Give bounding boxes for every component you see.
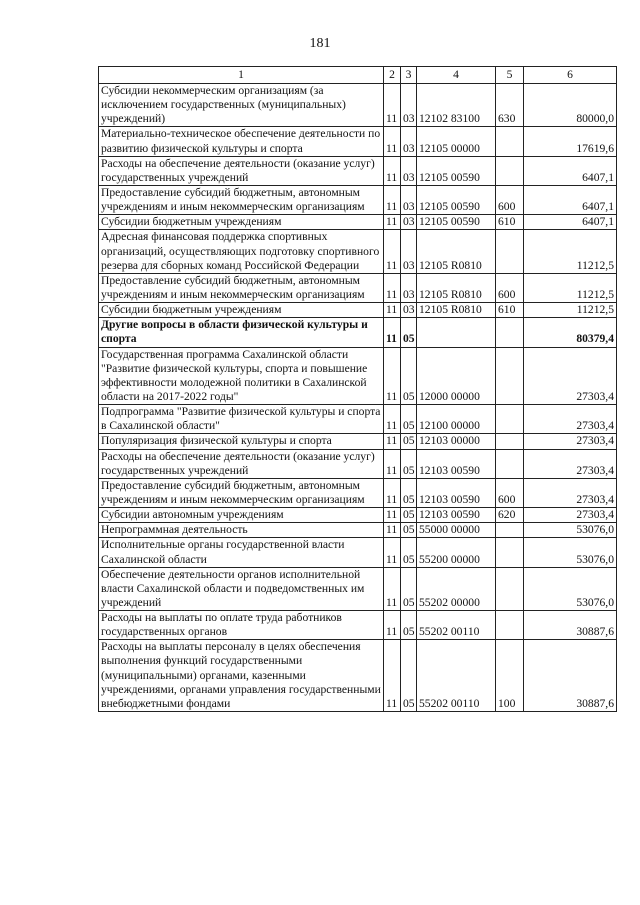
table-row: [99, 434, 617, 449]
row-name-cell: Расходы на выплаты персоналу в целях обеспечения выполнения функций государственными (муниципальными) органами, казенными учреждениями, органами управления государственными внебюджетными фондами: [99, 640, 384, 712]
table-row: [99, 611, 617, 640]
row-article-cell: 12105 00590: [417, 215, 496, 230]
row-amount-cell: 27303,4: [524, 434, 617, 449]
row-expense-type-cell: [496, 230, 524, 273]
table-row: [99, 478, 617, 507]
table-row: [99, 84, 617, 127]
row-name-cell: Расходы на обеспечение деятельности (оказание услуг) государственных учреждений: [99, 156, 384, 185]
row-expense-type-cell: [496, 156, 524, 185]
row-name-cell: Популяризация физической культуры и спорта: [99, 434, 384, 449]
row-amount-cell: 53076,0: [524, 523, 617, 538]
row-subsection-cell: 05: [401, 508, 417, 523]
row-section-cell: 11: [384, 434, 401, 449]
row-amount-cell: 17619,6: [524, 127, 617, 156]
row-article-cell: 12000 00000: [417, 347, 496, 405]
table-row: [99, 347, 617, 405]
table-row: [99, 567, 617, 610]
row-section-cell: 11: [384, 611, 401, 640]
row-section-cell: 11: [384, 156, 401, 185]
table-row: [99, 127, 617, 156]
row-article-cell: 55000 00000: [417, 523, 496, 538]
row-expense-type-cell: [496, 434, 524, 449]
row-expense-type-cell: 610: [496, 303, 524, 318]
row-expense-type-cell: 600: [496, 273, 524, 302]
row-amount-cell: 30887,6: [524, 611, 617, 640]
row-expense-type-cell: [496, 449, 524, 478]
row-name-cell: Расходы на выплаты по оплате труда работников государственных органов: [99, 611, 384, 640]
row-section-cell: 11: [384, 405, 401, 434]
row-name-cell: Адресная финансовая поддержка спортивных организаций, осуществляющих подготовку спортивного резерва для сборных команд Российской Федерации: [99, 230, 384, 273]
row-article-cell: 12105 R0810: [417, 230, 496, 273]
row-subsection-cell: 03: [401, 230, 417, 273]
table-row: [99, 449, 617, 478]
row-expense-type-cell: [496, 611, 524, 640]
row-section-cell: 11: [384, 567, 401, 610]
row-section-cell: 11: [384, 478, 401, 507]
row-subsection-cell: 05: [401, 523, 417, 538]
row-article-cell: 12103 00590: [417, 478, 496, 507]
row-expense-type-cell: 600: [496, 478, 524, 507]
row-subsection-cell: 05: [401, 449, 417, 478]
row-section-cell: 11: [384, 273, 401, 302]
row-name-cell: Обеспечение деятельности органов исполнительной власти Сахалинской области и подведомственных им учреждений: [99, 567, 384, 610]
table-row: [99, 640, 617, 712]
table-row: [99, 230, 617, 273]
header-col-6: 6: [524, 67, 617, 84]
row-subsection-cell: 05: [401, 567, 417, 610]
row-amount-cell: 6407,1: [524, 185, 617, 214]
row-name-cell: Другие вопросы в области физической культуры и спорта: [99, 318, 384, 347]
row-subsection-cell: 05: [401, 405, 417, 434]
table-row: [99, 185, 617, 214]
row-subsection-cell: 05: [401, 318, 417, 347]
row-article-cell: [417, 318, 496, 347]
table-row: [99, 318, 617, 347]
table-header-row: [99, 67, 617, 84]
row-section-cell: 11: [384, 185, 401, 214]
row-article-cell: 12100 00000: [417, 405, 496, 434]
row-amount-cell: 30887,6: [524, 640, 617, 712]
row-article-cell: 12105 00590: [417, 185, 496, 214]
row-article-cell: 12103 00590: [417, 508, 496, 523]
row-expense-type-cell: [496, 347, 524, 405]
row-expense-type-cell: [496, 127, 524, 156]
row-expense-type-cell: 100: [496, 640, 524, 712]
row-subsection-cell: 05: [401, 347, 417, 405]
row-expense-type-cell: 620: [496, 508, 524, 523]
row-subsection-cell: 05: [401, 478, 417, 507]
row-section-cell: 11: [384, 523, 401, 538]
row-article-cell: 55202 00110: [417, 640, 496, 712]
row-section-cell: 11: [384, 347, 401, 405]
row-amount-cell: 53076,0: [524, 538, 617, 567]
header-col-4: 4: [417, 67, 496, 84]
row-name-cell: Предоставление субсидий бюджетным, автономным учреждениям и иным некоммерческим организациям: [99, 478, 384, 507]
row-name-cell: Непрограммная деятельность: [99, 523, 384, 538]
header-col-5: 5: [496, 67, 524, 84]
row-name-cell: Предоставление субсидий бюджетным, автономным учреждениям и иным некоммерческим организациям: [99, 273, 384, 302]
row-amount-cell: 27303,4: [524, 405, 617, 434]
row-section-cell: 11: [384, 127, 401, 156]
row-subsection-cell: 05: [401, 538, 417, 567]
row-amount-cell: 6407,1: [524, 215, 617, 230]
row-section-cell: 11: [384, 318, 401, 347]
row-section-cell: 11: [384, 538, 401, 567]
table-row: [99, 273, 617, 302]
row-expense-type-cell: [496, 538, 524, 567]
row-amount-cell: 80379,4: [524, 318, 617, 347]
row-article-cell: 55202 00110: [417, 611, 496, 640]
row-name-cell: Предоставление субсидий бюджетным, автономным учреждениям и иным некоммерческим организациям: [99, 185, 384, 214]
row-subsection-cell: 05: [401, 611, 417, 640]
table-row: [99, 303, 617, 318]
row-section-cell: 11: [384, 215, 401, 230]
row-name-cell: Субсидии некоммерческим организациям (за исключением государственных (муниципальных) учреждений): [99, 84, 384, 127]
row-subsection-cell: 03: [401, 185, 417, 214]
row-expense-type-cell: [496, 405, 524, 434]
row-name-cell: Государственная программа Сахалинской области "Развитие физической культуры, спорта и повышение эффективности молодежной политики в Сахалинской области на 2017-2022 годы": [99, 347, 384, 405]
row-amount-cell: 11212,5: [524, 303, 617, 318]
row-subsection-cell: 03: [401, 303, 417, 318]
row-expense-type-cell: [496, 567, 524, 610]
row-section-cell: 11: [384, 449, 401, 478]
row-subsection-cell: 03: [401, 84, 417, 127]
row-expense-type-cell: 630: [496, 84, 524, 127]
row-article-cell: 55202 00000: [417, 567, 496, 610]
row-subsection-cell: 03: [401, 215, 417, 230]
row-section-cell: 11: [384, 508, 401, 523]
table-row: [99, 405, 617, 434]
row-article-cell: 12102 83100: [417, 84, 496, 127]
row-article-cell: 12105 00590: [417, 156, 496, 185]
row-expense-type-cell: 610: [496, 215, 524, 230]
table-row: [99, 215, 617, 230]
row-subsection-cell: 03: [401, 273, 417, 302]
row-expense-type-cell: [496, 523, 524, 538]
row-section-cell: 11: [384, 230, 401, 273]
row-amount-cell: 80000,0: [524, 84, 617, 127]
budget-table: [98, 66, 617, 712]
row-name-cell: Расходы на обеспечение деятельности (оказание услуг) государственных учреждений: [99, 449, 384, 478]
row-name-cell: Исполнительные органы государственной власти Сахалинской области: [99, 538, 384, 567]
row-expense-type-cell: 600: [496, 185, 524, 214]
header-col-3: 3: [401, 67, 417, 84]
table-row: [99, 523, 617, 538]
page-number: 181: [309, 36, 331, 51]
table-row: [99, 508, 617, 523]
row-subsection-cell: 05: [401, 434, 417, 449]
row-expense-type-cell: [496, 318, 524, 347]
row-amount-cell: 27303,4: [524, 478, 617, 507]
row-subsection-cell: 03: [401, 156, 417, 185]
header-col-1: 1: [99, 67, 384, 84]
row-section-cell: 11: [384, 640, 401, 712]
row-name-cell: Материально-техническое обеспечение деятельности по развитию физической культуры и спорта: [99, 127, 384, 156]
row-amount-cell: 27303,4: [524, 347, 617, 405]
row-amount-cell: 11212,5: [524, 230, 617, 273]
row-amount-cell: 53076,0: [524, 567, 617, 610]
row-article-cell: 12105 R0810: [417, 303, 496, 318]
row-article-cell: 55200 00000: [417, 538, 496, 567]
header-col-2: 2: [384, 67, 401, 84]
row-name-cell: Субсидии бюджетным учреждениям: [99, 215, 384, 230]
row-article-cell: 12103 00590: [417, 449, 496, 478]
row-name-cell: Подпрограмма "Развитие физической культуры и спорта в Сахалинской области": [99, 405, 384, 434]
row-name-cell: Субсидии бюджетным учреждениям: [99, 303, 384, 318]
table-row: [99, 538, 617, 567]
row-section-cell: 11: [384, 84, 401, 127]
row-article-cell: 12105 R0810: [417, 273, 496, 302]
row-amount-cell: 6407,1: [524, 156, 617, 185]
row-section-cell: 11: [384, 303, 401, 318]
row-article-cell: 12103 00000: [417, 434, 496, 449]
row-amount-cell: 11212,5: [524, 273, 617, 302]
row-amount-cell: 27303,4: [524, 508, 617, 523]
row-subsection-cell: 03: [401, 127, 417, 156]
table-row: [99, 156, 617, 185]
row-article-cell: 12105 00000: [417, 127, 496, 156]
row-subsection-cell: 05: [401, 640, 417, 712]
row-name-cell: Субсидии автономным учреждениям: [99, 508, 384, 523]
row-amount-cell: 27303,4: [524, 449, 617, 478]
